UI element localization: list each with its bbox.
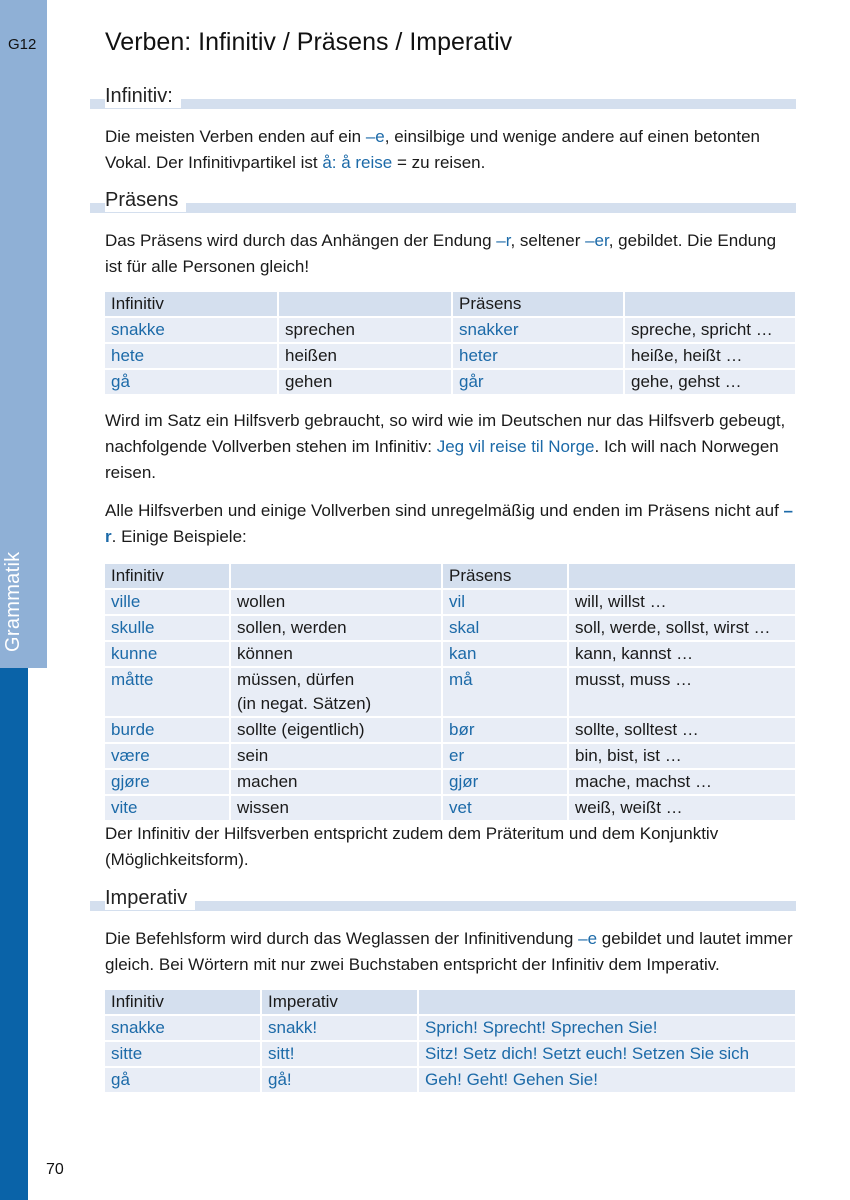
table-row xyxy=(105,1068,797,1092)
norwegian-ending: –r xyxy=(496,231,511,250)
norwegian-present: vet xyxy=(443,796,569,820)
header-cell xyxy=(419,990,797,1014)
header-cell: Infinitiv xyxy=(105,564,231,588)
header-cell: Präsens xyxy=(443,564,569,588)
side-band-bottom xyxy=(0,668,28,1200)
table-row xyxy=(105,1016,797,1040)
header-cell: Infinitiv xyxy=(105,990,262,1014)
table-row xyxy=(105,370,797,394)
header-cell xyxy=(569,564,797,588)
german-present: bin, bist, ist … xyxy=(569,744,797,768)
praesens-paragraph-3 xyxy=(105,498,797,550)
text: Die meisten Verben enden auf ein xyxy=(105,127,366,146)
norwegian-present: er xyxy=(443,744,569,768)
section-title: Infinitiv: xyxy=(105,84,181,108)
german-present: mache, machst … xyxy=(569,770,797,794)
german-infinitive: heißen xyxy=(279,344,453,368)
section-heading-imperativ xyxy=(90,886,796,916)
table-row xyxy=(105,344,797,368)
text: Wird im Satz ein Hilfsverb gebraucht, so wird wie im Deutschen nur das Hilfsverb gebeugt, nachfolgende Vollverben stehen im Infinitiv: xyxy=(105,411,786,456)
norwegian-present: vil xyxy=(443,590,569,614)
table-header-row xyxy=(105,564,797,588)
table-row xyxy=(105,668,797,716)
norwegian-infinitive: burde xyxy=(105,718,231,742)
section-bar xyxy=(90,901,796,911)
infinitiv-paragraph xyxy=(105,124,797,176)
norwegian-present: går xyxy=(453,370,625,394)
text: Alle Hilfsverben und einige Vollverben sind unregelmäßig und enden im Präsens nicht auf xyxy=(105,501,784,520)
praesens-table-irregular xyxy=(105,562,797,822)
norwegian-ending: –er xyxy=(585,231,609,250)
norwegian-infinitive: sitte xyxy=(105,1042,262,1066)
section-heading-praesens xyxy=(90,188,796,218)
norwegian-infinitive: skulle xyxy=(105,616,231,640)
page-title: Verben: Infinitiv / Präsens / Imperativ xyxy=(105,28,513,56)
table-header-row xyxy=(105,292,797,316)
praesens-paragraph-1 xyxy=(105,228,797,280)
german-present: gehe, gehst … xyxy=(625,370,797,394)
german-infinitive: können xyxy=(231,642,443,666)
header-cell: Infinitiv xyxy=(105,292,279,316)
page-number: 70 xyxy=(46,1161,64,1178)
table-row xyxy=(105,744,797,768)
text: , seltener xyxy=(510,231,586,250)
norwegian-infinitive: gjøre xyxy=(105,770,231,794)
german-imperative: Geh! Geht! Gehen Sie! xyxy=(419,1068,797,1092)
norwegian-imperative: gå! xyxy=(262,1068,419,1092)
praesens-paragraph-4: Der Infinitiv der Hilfsverben entspricht zudem dem Präteritum und dem Konjunktiv (Möglichkeitsform). xyxy=(105,824,719,869)
table-row xyxy=(105,718,797,742)
german-infinitive: wissen xyxy=(231,796,443,820)
norwegian-present: skal xyxy=(443,616,569,640)
text: = zu reisen. xyxy=(392,153,486,172)
section-bar xyxy=(90,99,796,109)
section-title: Präsens xyxy=(105,188,186,212)
german-infinitive: machen xyxy=(231,770,443,794)
praesens-table-regular xyxy=(105,290,797,396)
norwegian-infinitive: snakke xyxy=(105,1016,262,1040)
norwegian-infinitive: hete xyxy=(105,344,279,368)
german-infinitive: gehen xyxy=(279,370,453,394)
imperativ-paragraph xyxy=(105,926,797,978)
german-present: spreche, spricht … xyxy=(625,318,797,342)
section-title: Imperativ xyxy=(105,886,195,910)
header-cell xyxy=(231,564,443,588)
table-header-row xyxy=(105,990,797,1014)
german-present: sollte, solltest … xyxy=(569,718,797,742)
table-row xyxy=(105,796,797,820)
side-label xyxy=(2,612,25,652)
norwegian-imperative: sitt! xyxy=(262,1042,419,1066)
header-cell: Imperativ xyxy=(262,990,419,1014)
section-bar xyxy=(90,203,796,213)
norwegian-present: gjør xyxy=(443,770,569,794)
german-present: soll, werde, sollst, wirst … xyxy=(569,616,797,640)
norwegian-ending: –r xyxy=(105,501,793,546)
text: . Ich will nach Norwegen reisen. xyxy=(105,437,779,482)
table-row xyxy=(105,1042,797,1066)
german-infinitive-note: (in negat. Sätzen) xyxy=(237,694,372,713)
german-infinitive: sein xyxy=(231,744,443,768)
praesens-paragraph-2 xyxy=(105,408,797,486)
table-row xyxy=(105,770,797,794)
norwegian-infinitive: ville xyxy=(105,590,231,614)
german-infinitive: sollen, werden xyxy=(231,616,443,640)
table-row xyxy=(105,642,797,666)
norwegian-imperative: snakk! xyxy=(262,1016,419,1040)
german-infinitive: sprechen xyxy=(279,318,453,342)
norwegian-present: snakker xyxy=(453,318,625,342)
norwegian-infinitive: vite xyxy=(105,796,231,820)
norwegian-ending: –e xyxy=(365,127,385,146)
header-cell: Präsens xyxy=(453,292,625,316)
norwegian-present: bør xyxy=(443,718,569,742)
norwegian-example: å: å reise xyxy=(322,153,393,172)
section-heading-infinitiv xyxy=(90,84,796,114)
table-row xyxy=(105,616,797,640)
german-present: musst, muss … xyxy=(569,668,797,716)
norwegian-infinitive: gå xyxy=(105,370,279,394)
norwegian-infinitive: kunne xyxy=(105,642,231,666)
norwegian-present: heter xyxy=(453,344,625,368)
german-present: heiße, heißt … xyxy=(625,344,797,368)
german-infinitive: sollte (eigentlich) xyxy=(231,718,443,742)
text: , gebildet. Die Endung ist für alle Personen gleich! xyxy=(105,231,777,276)
norwegian-infinitive: gå xyxy=(105,1068,262,1092)
german-infinitive xyxy=(231,668,443,716)
text: . Einige Beispiele: xyxy=(111,527,247,546)
norwegian-example: Jeg vil reise til Norge xyxy=(436,437,595,456)
german-present: will, willst … xyxy=(569,590,797,614)
imperativ-table xyxy=(105,988,797,1094)
text: gebildet und lautet immer gleich. Bei Wörtern mit nur zwei Buchstaben entspricht der Infinitiv dem Imperativ. xyxy=(105,929,793,974)
text: , einsilbige und wenige andere auf einen betonten Vokal. Der Infinitivpartikel ist xyxy=(105,127,761,172)
norwegian-ending: –e xyxy=(578,929,598,948)
norwegian-present: kan xyxy=(443,642,569,666)
norwegian-present: må xyxy=(443,668,569,716)
german-present: weiß, weißt … xyxy=(569,796,797,820)
german-imperative: Sprich! Sprecht! Sprechen Sie! xyxy=(419,1016,797,1040)
chapter-code: G12 xyxy=(8,36,37,53)
header-cell xyxy=(279,292,453,316)
german-imperative: Sitz! Setz dich! Setzt euch! Setzen Sie sich xyxy=(419,1042,797,1066)
german-present: kann, kannst … xyxy=(569,642,797,666)
norwegian-infinitive: være xyxy=(105,744,231,768)
text: Die Befehlsform wird durch das Weglassen der Infinitivendung xyxy=(105,929,579,948)
german-infinitive: wollen xyxy=(231,590,443,614)
header-cell xyxy=(625,292,797,316)
table-row xyxy=(105,318,797,342)
norwegian-infinitive: snakke xyxy=(105,318,279,342)
german-infinitive-text: müssen, dürfen xyxy=(237,670,355,689)
table-row xyxy=(105,590,797,614)
norwegian-infinitive: måtte xyxy=(105,668,231,716)
text: Das Präsens wird durch das Anhängen der Endung xyxy=(105,231,497,250)
